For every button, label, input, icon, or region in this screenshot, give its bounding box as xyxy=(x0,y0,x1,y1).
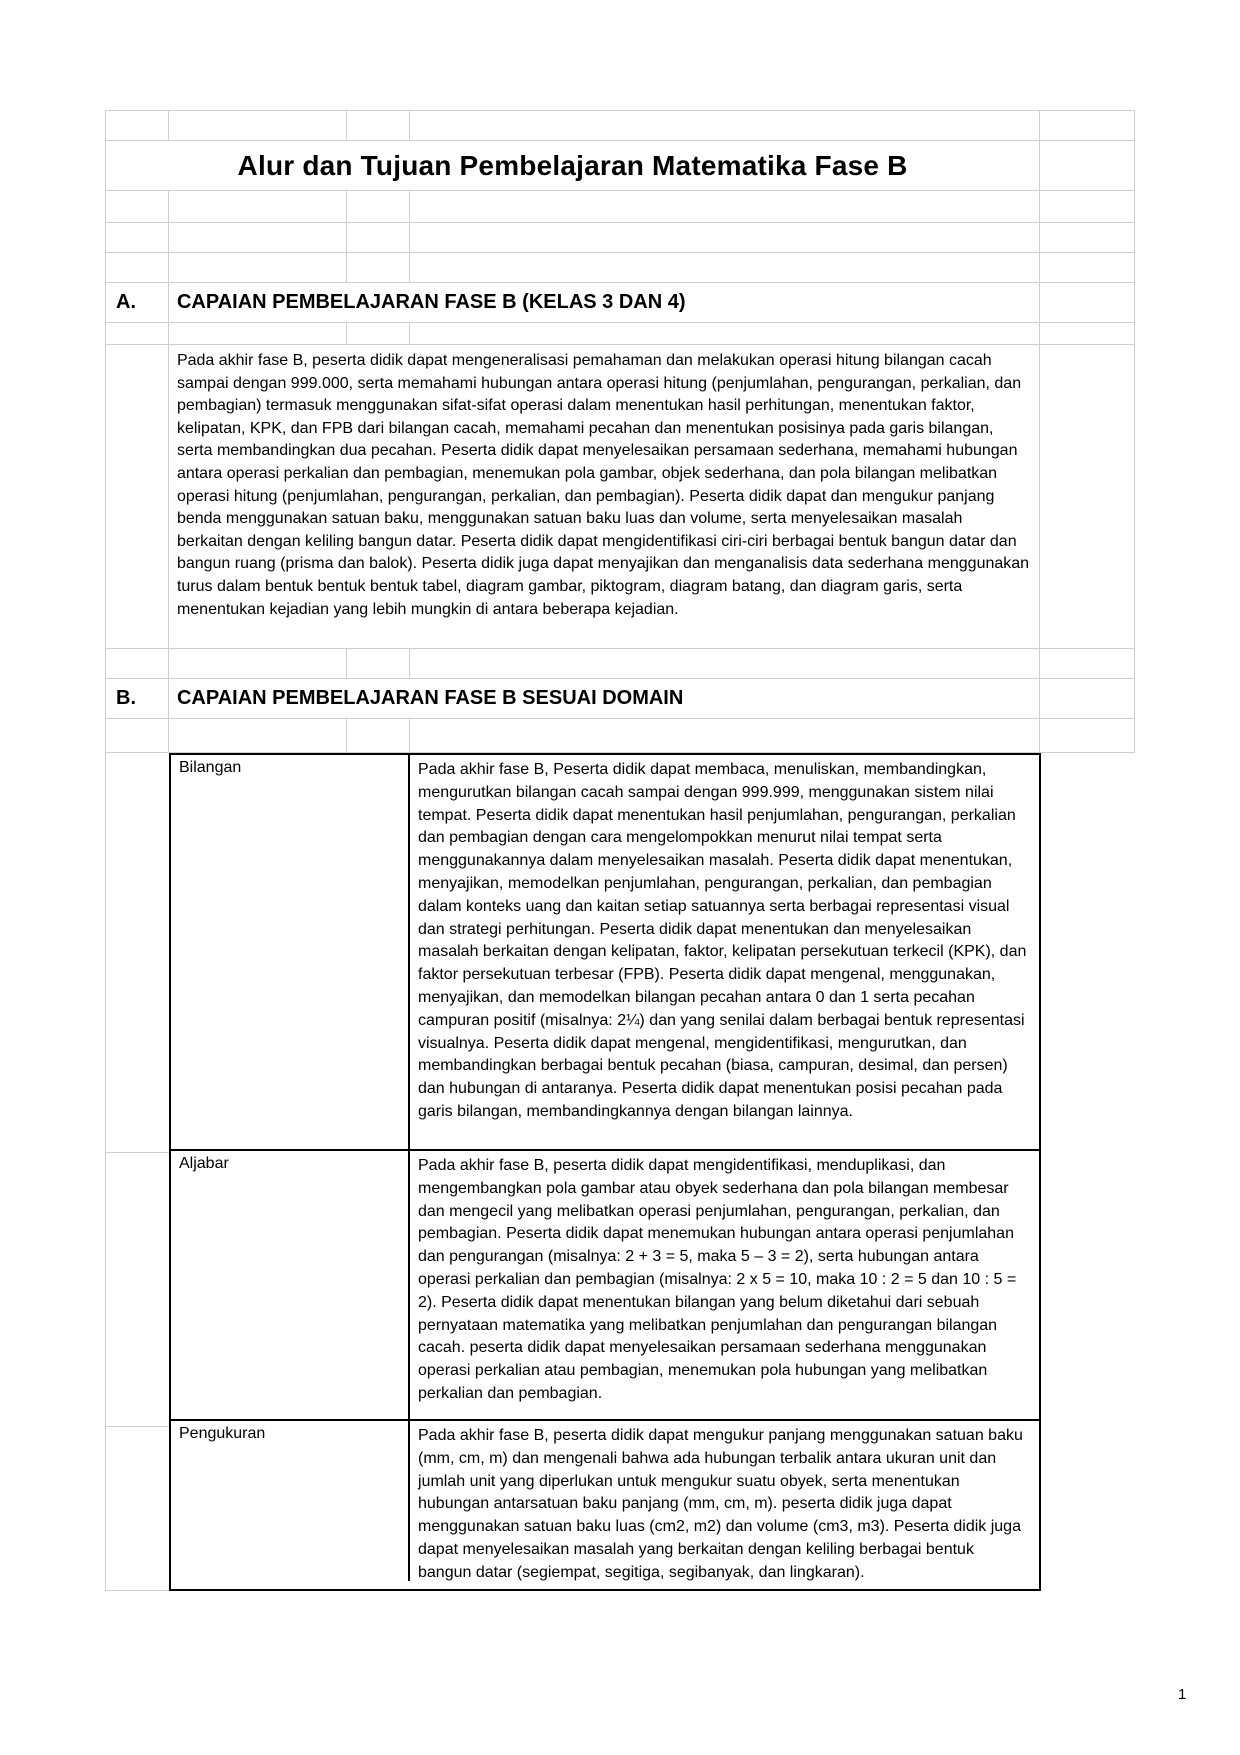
grid-cell xyxy=(410,253,1040,283)
grid-cell xyxy=(347,111,410,141)
domain-name-cell: Aljabar xyxy=(171,1151,410,1419)
grid-empty-row xyxy=(106,649,1135,679)
grid-cell xyxy=(347,649,410,679)
grid-cell xyxy=(1040,649,1135,679)
grid-cell xyxy=(1040,719,1135,753)
grid-empty-row xyxy=(106,111,1135,141)
section-a-header-row xyxy=(106,283,1135,323)
grid-cell xyxy=(106,111,169,141)
domain-table-region xyxy=(106,753,1135,1591)
grid-cell xyxy=(347,191,410,223)
side-column xyxy=(106,753,169,1591)
grid-cell xyxy=(106,649,169,679)
domain-table xyxy=(169,753,1041,1591)
table-row-pengukuran xyxy=(171,1421,1039,1581)
grid-cell xyxy=(169,649,347,679)
grid-cell xyxy=(1040,283,1135,323)
grid-cell xyxy=(347,223,410,253)
spreadsheet-grid xyxy=(105,110,1135,1591)
grid-cell xyxy=(106,253,169,283)
grid-cell xyxy=(1040,253,1135,283)
grid-cell xyxy=(410,323,1040,345)
grid-cell xyxy=(106,719,169,753)
grid-cell xyxy=(169,253,347,283)
title-row xyxy=(106,141,1135,191)
grid-cell xyxy=(1040,111,1135,141)
grid-cell xyxy=(169,191,347,223)
grid-cell xyxy=(347,253,410,283)
grid-cell xyxy=(106,323,169,345)
grid-cell xyxy=(410,649,1040,679)
grid-cell xyxy=(106,223,169,253)
domain-name-cell: Bilangan xyxy=(171,755,410,1149)
grid-cell xyxy=(410,111,1040,141)
grid-empty-row xyxy=(106,191,1135,223)
grid-empty-row xyxy=(106,323,1135,345)
table-row-bilangan xyxy=(171,755,1039,1151)
grid-cell xyxy=(410,223,1040,253)
page-number: 1 xyxy=(1178,1686,1187,1703)
section-b-heading: CAPAIAN PEMBELAJARAN FASE B SESUAI DOMAIN xyxy=(169,679,1040,719)
grid-cell xyxy=(169,323,347,345)
section-b-label: B. xyxy=(106,679,169,719)
grid-cell xyxy=(1040,223,1135,253)
grid-cell xyxy=(169,223,347,253)
grid-empty-row xyxy=(106,223,1135,253)
grid-cell xyxy=(169,719,347,753)
section-a-label: A. xyxy=(106,283,169,323)
grid-cell xyxy=(1040,191,1135,223)
domain-description-cell: Pada akhir fase B, Peserta didik dapat membaca, menuliskan, membandingkan, mengurutkan bilangan cacah sampai dengan 999.999, menggunakan sistem nilai tempat. Peserta didik dapat menentukan hasil penjumlahan, pengurangan, perkalian dan pembagian dengan cara mengelompokkan menurut nilai tempat serta menggunakannya dalam menyelesaikan masalah. Peserta didik dapat menentukan, menyajikan, memodelkan penjumlahan, pengurangan, perkalian, dan pembagian dalam konteks uang dan kaitan setiap satuannya serta berbagai representasi visual dan strategi perhitungan. Peserta didik dapat menentukan dan menyelesaikan masalah berkaitan dengan kelipatan, faktor, kelipatan persekutuan terkecil (KPK), dan faktor persekutuan terbesar (FPB). Peserta didik dapat mengenal, menggunakan, menyajikan, dan memodelkan bilangan pecahan antara 0 dan 1 serta pecahan campuran positif (misalnya: 2¼) dan yang senilai dalam berbagai bentuk representasi visualnya. Peserta didik dapat mengenal, mengidentifikasi, mengurutkan, dan membandingkan berbagai bentuk pecahan (biasa, campuran, desimal, dan persen) dan hubungan di antaranya. Peserta didik dapat menentukan posisi pecahan pada garis bilangan, membandingkannya dengan bilangan lainnya. xyxy=(418,761,1027,1120)
domain-name-cell: Pengukuran xyxy=(171,1421,410,1581)
grid-cell xyxy=(106,753,169,1153)
page-title: Alur dan Tujuan Pembelajaran Matematika Fase B xyxy=(106,141,1040,191)
section-a-heading: CAPAIAN PEMBELAJARAN FASE B (KELAS 3 DAN 4) xyxy=(169,283,1040,323)
grid-cell xyxy=(1040,141,1135,191)
grid-cell xyxy=(169,111,347,141)
grid-empty-row xyxy=(106,253,1135,283)
grid-cell xyxy=(106,345,169,649)
grid-cell xyxy=(1040,345,1135,649)
section-a-body-row xyxy=(106,345,1135,649)
section-b-header-row xyxy=(106,679,1135,719)
grid-cell xyxy=(347,323,410,345)
grid-cell xyxy=(106,1427,169,1591)
table-row-aljabar xyxy=(171,1151,1039,1421)
grid-cell xyxy=(1040,679,1135,719)
grid-cell xyxy=(410,191,1040,223)
domain-description-cell: Pada akhir fase B, peserta didik dapat mengukur panjang menggunakan satuan baku (mm, cm, m) dan mengenali bahwa ada hubungan terbalik antara ukuran unit dan jumlah unit yang diperlukan untuk mengukur suatu obyek, serta menentukan hubungan antarsatuan baku panjang (mm, cm, m). peserta didik juga dapat menggunakan satuan baku luas (cm2, m2) dan volume (cm3, m3). Peserta didik juga dapat menyelesaikan masalah yang berkaitan dengan keliling berbagai bentuk bangun datar (segiempat, segitiga, segibanyak, dan lingkaran). xyxy=(418,1427,1023,1581)
section-a-body: Pada akhir fase B, peserta didik dapat mengeneralisasi pemahaman dan melakukan operasi hitung bilangan cacah sampai dengan 999.000, serta memahami hubungan antara operasi hitung (penjumlahan, pengurangan, perkalian, dan pembagian) termasuk menggunakan sifat-sifat operasi dalam menentukan hasil perhitungan, menentukan faktor, kelipatan, KPK, dan FPB dari bilangan cacah, memahami pecahan dan menentukan posisinya pada garis bilangan, serta membandingkan dua pecahan. Peserta didik dapat menyelesaikan persamaan sederhana, memahami hubungan antara operasi perkalian dan pembagian, menemukan pola gambar, objek sederhana, dan pola bilangan melibatkan operasi hitung (penjumlahan, pengurangan, perkalian, dan pembagian). Peserta didik dapat dan mengukur panjang benda menggunakan satuan baku, menggunakan satuan baku luas dan volume, serta menyelesaikan masalah berkaitan dengan keliling bangun datar. Peserta didik dapat mengidentifikasi ciri-ciri berbagai bentuk bangun datar dan bangun ruang (prisma dan balok). Peserta didik juga dapat menyajikan dan menganalisis data sederhana menggunakan turus dalam bentuk bentuk bentuk tabel, diagram gambar, piktogram, diagram batang, dan diagram garis, serta menentukan kejadian yang lebih mungkin di antara beberapa kejadian. xyxy=(169,345,1040,649)
grid-empty-row xyxy=(106,719,1135,753)
domain-description-cell: Pada akhir fase B, peserta didik dapat mengidentifikasi, menduplikasi, dan mengembangkan pola gambar atau obyek sederhana dan pola bilangan membesar dan mengecil yang melibatkan operasi penjumlahan, pengurangan, perkalian, dan pembagian. Peserta didik dapat menemukan hubungan antara operasi penjumlahan dan pengurangan (misalnya: 2 + 3 = 5, maka 5 – 3 = 2), serta hubungan antara operasi perkalian dan pembagian (misalnya: 2 x 5 = 10, maka 10 : 2 = 5 dan 10 : 5 = 2). Peserta didik dapat menentukan bilangan yang belum diketahui dari sebuah pernyataan matematika yang melibatkan penjumlahan dan pengurangan bilangan cacah. peserta didik dapat menyelesaikan persamaan sederhana menggunakan operasi perkalian atau pembagian, menemukan pola hubungan yang melibatkan perkalian dan pembagian. xyxy=(418,1157,1017,1402)
grid-cell xyxy=(410,719,1040,753)
grid-cell xyxy=(347,719,410,753)
grid-cell xyxy=(106,1153,169,1427)
grid-cell xyxy=(1040,323,1135,345)
grid-cell xyxy=(106,191,169,223)
